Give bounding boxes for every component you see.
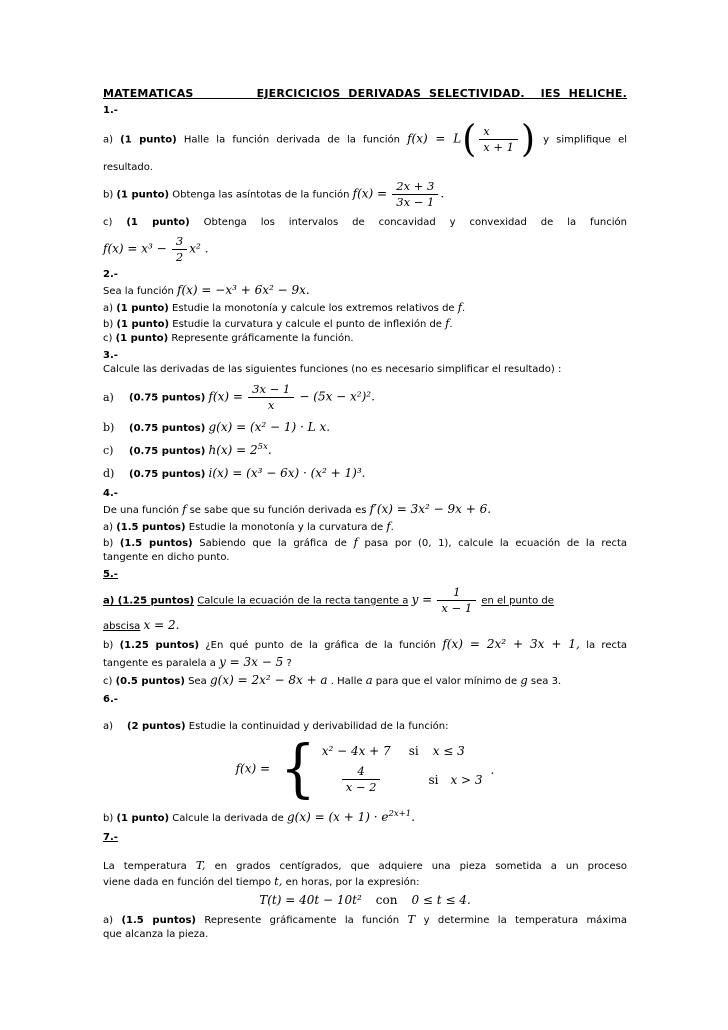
item-lead: a) <box>103 721 114 732</box>
variable: g <box>520 673 528 687</box>
variable: f <box>445 316 450 330</box>
fraction-denominator: 3x − 1 <box>392 194 438 209</box>
formula: g(x) = 2x² − 8x + a <box>209 673 328 687</box>
exercise-5-number: 5.- <box>103 569 118 580</box>
fraction-numerator: x <box>483 124 490 138</box>
item-lead: c) <box>103 444 114 457</box>
points-label: (1 punto) <box>120 134 177 146</box>
variable: T <box>407 912 416 926</box>
exercise-4-number: 4.- <box>103 488 118 499</box>
formula-base: g(x) = (x + 1) · e <box>286 810 389 824</box>
exercise-1c-line <box>103 216 627 230</box>
formula-lhs: f(x) = <box>208 389 243 404</box>
points-label: (1.25 puntos) <box>119 640 200 651</box>
formula-period: . <box>200 241 209 256</box>
item-lead: a) (1.25 puntos) <box>103 595 195 607</box>
exercise-5a-continuation <box>103 618 627 634</box>
exercise-4b-line <box>103 535 627 551</box>
exercise-6-number: 6.- <box>103 694 118 705</box>
body-text: Obtenga las asíntotas de la función <box>172 189 350 201</box>
fraction-denominator: x − 1 <box>437 600 476 615</box>
item-lead: a) <box>103 303 114 314</box>
exercise-4-intro <box>103 501 627 519</box>
exercise-4a-line <box>103 519 627 535</box>
formula-period: . <box>267 443 272 457</box>
item-lead: a) <box>103 522 114 533</box>
points-label: (1 punto) <box>126 217 190 228</box>
fraction-denominator: 2 <box>172 249 187 264</box>
body-text: sea 3. <box>530 676 562 687</box>
item-lead: d) <box>103 467 115 480</box>
variable: T, <box>195 858 206 872</box>
formula-exponent: 5x <box>257 442 268 452</box>
variable: a <box>365 673 373 687</box>
exercise-7a-continuation: que alcanza la pieza. <box>103 929 209 940</box>
exercise-2a-line <box>103 300 627 316</box>
body-text: ¿En qué punto de la gráfica de la función <box>205 640 437 651</box>
item-lead: b) <box>103 640 114 651</box>
item-lead: b) <box>103 189 114 201</box>
formula-period: . <box>411 810 416 824</box>
formula-domain: 0 ≤ t ≤ 4. <box>411 893 471 907</box>
points-label: (0.5 puntos) <box>115 676 185 687</box>
period: . <box>390 522 394 533</box>
fraction-numerator: 4 <box>357 764 365 778</box>
fraction <box>437 586 476 615</box>
body-text: La temperatura <box>103 861 187 872</box>
exercise-5a-line <box>103 585 627 616</box>
body-text: . Halle <box>330 676 363 687</box>
item-lead: b) <box>103 421 115 434</box>
body-text: Represente gráficamente la función <box>204 915 400 926</box>
body-text: abscisa <box>103 621 141 632</box>
exercise-6a-line <box>103 720 627 734</box>
formula-lhs: f(x) = x³ − <box>103 241 167 256</box>
points-label: (1 punto) <box>116 319 170 330</box>
body-text: Represente gráficamente la función. <box>171 333 354 344</box>
formula-lhs: f(x) = L <box>407 131 462 146</box>
fraction <box>248 383 294 412</box>
formula: x = 2. <box>143 618 180 632</box>
exercise-4b-continuation: tangente en dicho punto. <box>103 552 230 563</box>
formula: i(x) = (x³ − 6x) · (x² + 1)³. <box>208 466 366 480</box>
body-text: Calcule la derivada de <box>172 813 284 824</box>
formula-base: h(x) = 2 <box>208 443 258 457</box>
points-label: (1.5 puntos) <box>116 522 186 533</box>
item-lead: c) <box>103 333 113 344</box>
formula: T(t) = 40t − 10t² <box>259 893 362 907</box>
exercise-3-intro: Calcule las derivadas de las siguientes funciones (no es necesario simplificar el resultado) : <box>103 364 562 375</box>
exercise-1-number: 1.- <box>103 105 118 116</box>
piecewise-row-2 <box>322 764 483 795</box>
formula: f(x) = 2x² + 3x + 1, <box>442 637 580 651</box>
exercise-7-intro-line-2 <box>103 874 627 890</box>
body-text: en horas, por la expresión: <box>285 877 420 888</box>
fraction <box>342 765 381 794</box>
body-text: Calcule la ecuación de la recta tangente a <box>197 595 409 607</box>
piecewise-rows <box>322 744 483 795</box>
exercise-2-number: 2.- <box>103 269 118 280</box>
fraction-numerator: 1 <box>453 585 461 599</box>
exercise-1a-line: a) (1 punto) Halle la función derivada de la función f(x) = L( $\frac{x}{x + 1}$ ) y simplifique el <box>103 117 627 161</box>
body-text: Estudie la monotonía y calcule los extremos relativos de <box>172 303 455 314</box>
formula-lhs: f(x) = <box>235 761 271 776</box>
fraction-denominator: x <box>248 397 294 412</box>
body-text: y determine la temperatura máxima <box>423 915 627 926</box>
exercise-3c-line <box>103 442 627 460</box>
item-lead: c) <box>103 676 113 687</box>
exercise-3b-line <box>103 419 627 437</box>
body-text: Sea <box>188 676 207 687</box>
points-label: (0.75 puntos) <box>129 392 206 404</box>
body-text: Estudie la monotonía y la curvatura de <box>188 522 384 533</box>
body-text: Halle la función derivada de la función <box>183 134 400 146</box>
body-text: Sea la función <box>103 286 174 297</box>
exercise-5c-line <box>103 672 627 690</box>
formula-tail: x² <box>189 241 201 256</box>
exercise-7-number: 7.- <box>103 832 118 843</box>
fraction-numerator: 3x − 1 <box>252 382 291 396</box>
exercise-5b-continuation <box>103 654 627 672</box>
item-lead: a) <box>103 134 114 146</box>
formula-exponent: 2x+1 <box>388 809 412 819</box>
points-label: (2 puntos) <box>127 721 186 732</box>
fraction <box>392 180 438 209</box>
fraction-denominator: x + 1 <box>479 139 518 154</box>
body-text: pasa por (0, 1), calcule la ecuación de la recta <box>364 538 628 549</box>
item-lead: a) <box>103 915 114 926</box>
document-title: MATEMATICAS EJERCICICIOS DERIVADAS SELECTIVIDAD. IES HELICHE. <box>103 87 627 100</box>
variable: t, <box>274 874 283 888</box>
fraction-denominator: x − 2 <box>342 779 381 794</box>
points-label: (1 punto) <box>116 813 170 824</box>
points-label: (1.5 puntos) <box>119 538 193 549</box>
formula-lhs: f(x) = <box>352 186 388 201</box>
variable: f <box>353 535 358 549</box>
piecewise-formula: f(x) = { x² − 4x + 7 si x ≤ 3 $\frac{4}{x - 2}$ si x > 3 . <box>235 732 495 806</box>
exercise-2c-line <box>103 332 627 346</box>
body-text: la recta <box>586 640 628 651</box>
body-text: De una función <box>103 505 179 516</box>
branch-condition: x > 3 <box>450 772 483 787</box>
points-label: (1.5 puntos) <box>121 915 196 926</box>
body-text: en grados centígrados, que adquiere una pieza sometida a un proceso <box>214 861 627 872</box>
formula: f′(x) = 3x² − 9x + 6. <box>369 502 492 516</box>
points-label: (1 punto) <box>116 303 169 314</box>
exercise-1c-formula <box>103 234 627 265</box>
item-lead: a) <box>103 390 114 404</box>
exercise-1a-continuation: resultado. <box>103 162 153 173</box>
exercise-6b-line <box>103 809 627 827</box>
points-label: (0.75 puntos) <box>129 423 206 434</box>
question-mark: ? <box>286 658 292 669</box>
formula-period: . <box>440 186 445 201</box>
body-text: para que el valor mínimo de <box>375 676 518 687</box>
body-text: y simplifique el <box>543 134 627 146</box>
fraction <box>479 125 518 154</box>
formula: y = 3x − 5 <box>219 655 284 669</box>
exercise-7-intro-line-1 <box>103 858 627 874</box>
exercise-3a-line <box>103 382 627 413</box>
exercise-2b-line <box>103 316 627 332</box>
body-text: Estudie la continuidad y derivabilidad de la función: <box>188 721 449 732</box>
points-label: (1 punto) <box>116 189 170 201</box>
formula-tail: − (5x − x²)². <box>299 389 375 404</box>
exercise-7a-line <box>103 912 627 928</box>
body-text: Estudie la curvatura y calcule el punto de inflexión de <box>172 319 442 330</box>
body-text: se sabe que su función derivada es <box>189 505 367 516</box>
exercise-1b-line <box>103 179 627 210</box>
body-text: viene dada en función del tiempo <box>103 877 271 888</box>
points-label: (0.75 puntos) <box>129 469 206 480</box>
item-lead: b) <box>103 319 114 330</box>
item-lead: b) <box>103 538 114 549</box>
fraction-numerator: 3 <box>175 234 184 248</box>
variable: f <box>182 502 187 516</box>
points-label: (1 punto) <box>115 333 169 344</box>
period: . <box>462 303 466 314</box>
exercise-3-number: 3.- <box>103 350 118 361</box>
con-keyword: con <box>375 893 398 907</box>
formula: g(x) = (x² − 1) · L x. <box>208 420 331 434</box>
formula: f(x) = −x³ + 6x² − 9x. <box>177 283 310 297</box>
points-label: (0.75 puntos) <box>129 446 206 457</box>
item-lead: c) <box>103 217 113 228</box>
fraction-numerator: 2x + 3 <box>396 179 435 193</box>
body-text: Obtenga los intervalos de concavidad y convexidad de la función <box>203 217 627 228</box>
branch-expression: x² − 4x + 7 <box>321 744 391 758</box>
body-text: Sabiendo que la gráfica de <box>199 538 347 549</box>
exercise-2-intro <box>103 282 627 300</box>
item-lead: b) <box>103 813 114 824</box>
exercise-5b-line <box>103 636 627 654</box>
branch-condition: x ≤ 3 <box>432 744 465 758</box>
temperature-formula <box>103 892 627 910</box>
si-keyword: si <box>428 772 439 787</box>
piecewise-row-1 <box>322 744 483 758</box>
si-keyword: si <box>408 744 419 758</box>
formula-period: . <box>490 762 495 777</box>
body-text: en el punto de <box>481 595 554 607</box>
variable: f <box>457 300 463 314</box>
exercise-3d-line <box>103 465 627 483</box>
period: . <box>449 319 453 330</box>
formula-lhs: y = <box>411 592 433 607</box>
fraction <box>172 235 187 264</box>
variable: f <box>386 519 391 533</box>
body-text: tangente es paralela a <box>103 658 216 669</box>
